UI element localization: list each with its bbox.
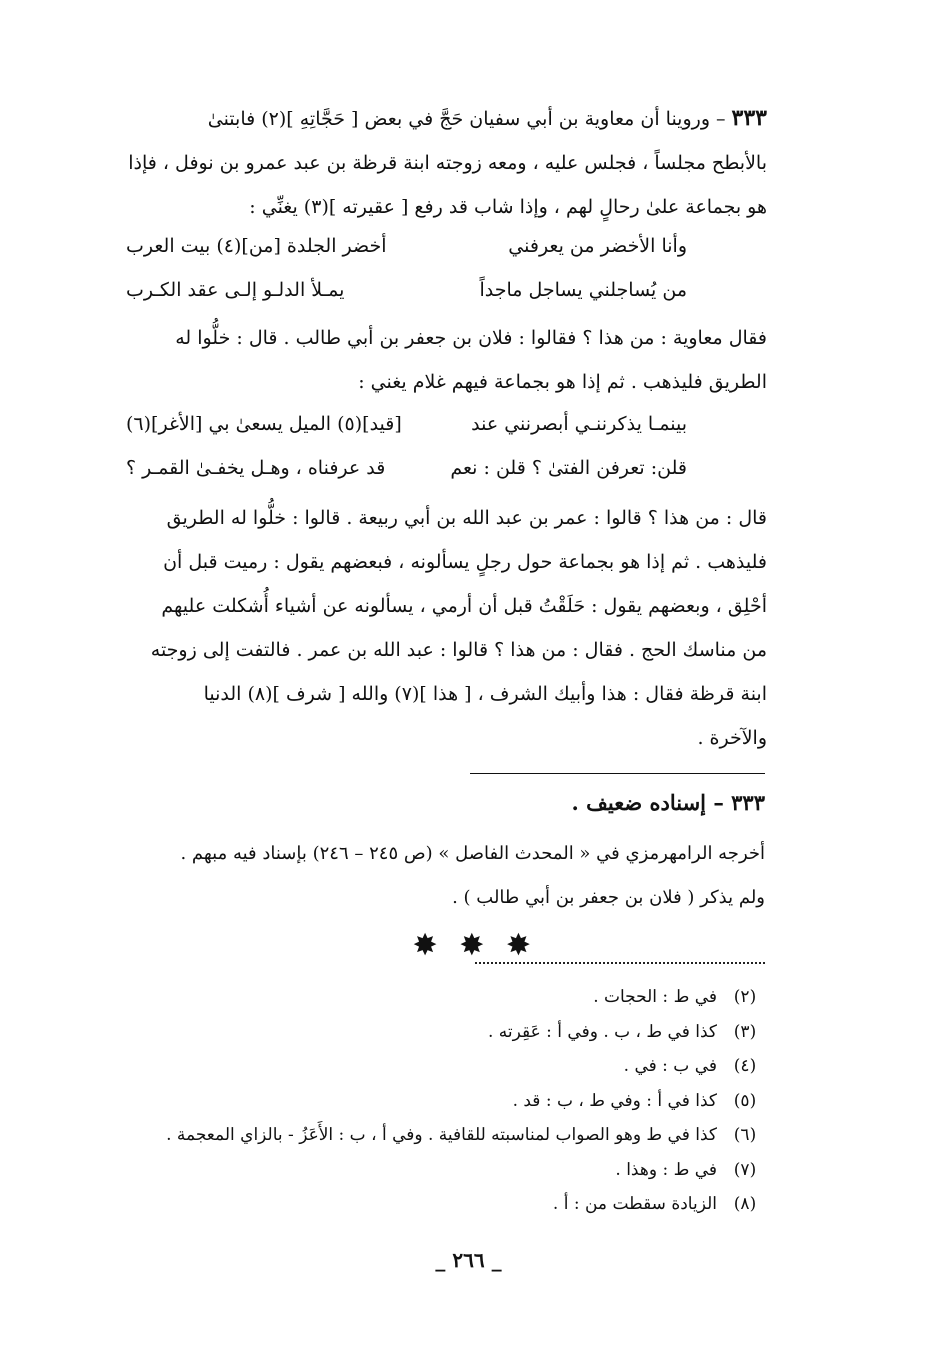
- footnote-text: الزيادة سقطت من : أ .: [552, 1194, 717, 1214]
- footnote-text: في ب : في .: [623, 1056, 717, 1076]
- para3-line-4: من مناسك الحج . فقال : من هذا ؟ قالوا : عبد الله بن عمر . فالتفت إلى زوجته: [150, 639, 767, 661]
- footnote-number: (٨): [733, 1194, 757, 1214]
- intro-paragraph: [72, 96, 767, 229]
- para2-line-1: فقال معاوية : من هذا ؟ فقالوا : فلان بن جعفر بن أبي طالب . قال : خلُّوا له: [175, 327, 767, 349]
- isnad-paragraph: [72, 832, 765, 920]
- asterism-separator: ✸ ✸ ✸: [412, 928, 537, 963]
- intro-line-1: ٣٣٣– وروينا أن معاوية بن أبي سفيان حَجَّ في بعض [ حَجَّاتِهِ ](٢) فابتنىٰ: [207, 105, 767, 131]
- hadith-number: ٣٣٣: [731, 105, 767, 131]
- footnotes: [166, 980, 765, 1222]
- verse-4-second-hemistich: قد عرفناه ، وهـل يخفـىٰ القمـر ؟: [126, 457, 386, 479]
- isnad-line-1: أخرجه الرامهرمزي في « المحدث الفاصل » (ص ٢٤٥ – ٢٤٦) بإسناد فيه مبهم .: [180, 843, 765, 864]
- para3-line-1: قال : من هذا ؟ قالوا : عمر بن عبد الله بن أبي ربيعة . قالوا : خلُّوا له الطريق: [166, 507, 767, 529]
- footnote-text: كذا في أ : وفي ط ، ب : قد .: [512, 1090, 717, 1111]
- isnad-line-2: ولم يذكر ( فلان بن جعفر بن أبي طالب ) .: [452, 887, 765, 908]
- verse-4-first-hemistich: قلن: تعرفن الفتىٰ ؟ قلن : نعم: [450, 457, 687, 479]
- footnote-number: (٣): [733, 1021, 757, 1042]
- verse-3-first-hemistich: بينمـا يذكرننـي أبصرنني عند: [471, 413, 687, 435]
- para3-line-5: ابنة قرظة فقال : هذا وأبيك الشرف ، [ هذا ](٧) والله [ شرف ](٨) الدنيا: [203, 683, 767, 705]
- para3-line-2: فليذهب . ثم إذا هو بجماعة حول رجلٍ يسألونه ، فبعضهم يقول : رميت قبل أن: [163, 551, 767, 573]
- verse-1-first-hemistich: وأنا الأخضر من يعرفني: [508, 235, 687, 257]
- verse-1-second-hemistich: أخضر الجلدة [من](٤) بيت العرب: [126, 235, 387, 257]
- footnote-number: (٦): [733, 1125, 757, 1145]
- para3-line-3: أحْلِق ، وبعضهم يقول : حَلَقْتُ قبل أن أرمي ، يسألونه عن أشياء أُشكلت عليهم: [161, 595, 767, 617]
- page-number: _ ٢٦٦ _: [435, 1248, 502, 1272]
- paragraph-3: [72, 496, 767, 760]
- footnote-text: في ط : الحجات .: [593, 987, 717, 1007]
- footnote-divider: [475, 962, 765, 964]
- verse-3-second-hemistich: [قيد](٥) الميل يسعىٰ بي [الأغر](٦): [126, 413, 402, 435]
- footnote-number: (٤): [733, 1056, 757, 1076]
- verse-2-second-hemistich: يمـلأ الدلـو إلـى عقد الكـرب: [126, 279, 345, 301]
- footnote-number: (٥): [733, 1090, 757, 1111]
- verse-2-first-hemistich: من يُساجلني يساجل ماجداً: [479, 279, 687, 301]
- intro-line-3: هو بجماعة علىٰ رحالٍ لهم ، وإذا شاب قد رفع [ عقيرته ](٣) يغنِّي :: [249, 196, 767, 218]
- footnote-text: كذا في ط ، ب . وفي أ : عَقِرته .: [487, 1021, 717, 1042]
- para3-line-6: والآخرة .: [697, 727, 767, 749]
- footnote-6: [166, 1118, 765, 1153]
- footnote-number: (٧): [733, 1159, 757, 1180]
- footnote-number: (٢): [733, 987, 757, 1007]
- footnote-3: [166, 1015, 765, 1050]
- footnote-7: [166, 1153, 765, 1188]
- section-divider: [470, 773, 765, 774]
- para2-line-2: الطريق فليذهب . ثم إذا هو بجماعة فيهم غلام يغني :: [358, 371, 767, 393]
- footnote-4: [166, 1049, 765, 1084]
- paragraph-2: [72, 316, 767, 404]
- footnote-8: [166, 1187, 765, 1222]
- footnote-2: [166, 980, 765, 1015]
- intro-line-2: بالأبطح مجلساً ، فجلس عليه ، ومعه زوجته ابنة قرظة بن عبد عمرو بن نوفل ، فإذا: [128, 152, 767, 174]
- footnote-text: كذا في ط وهو الصواب لمناسبته للقافية . وفي أ ، ب : الأَعَزُ - بالزاي المعجمة .: [166, 1125, 717, 1145]
- isnad-heading: ٣٣٣ – إسناده ضعيف .: [571, 790, 765, 815]
- footnote-text: في ط : وهذا .: [615, 1159, 717, 1180]
- footnote-5: [166, 1084, 765, 1119]
